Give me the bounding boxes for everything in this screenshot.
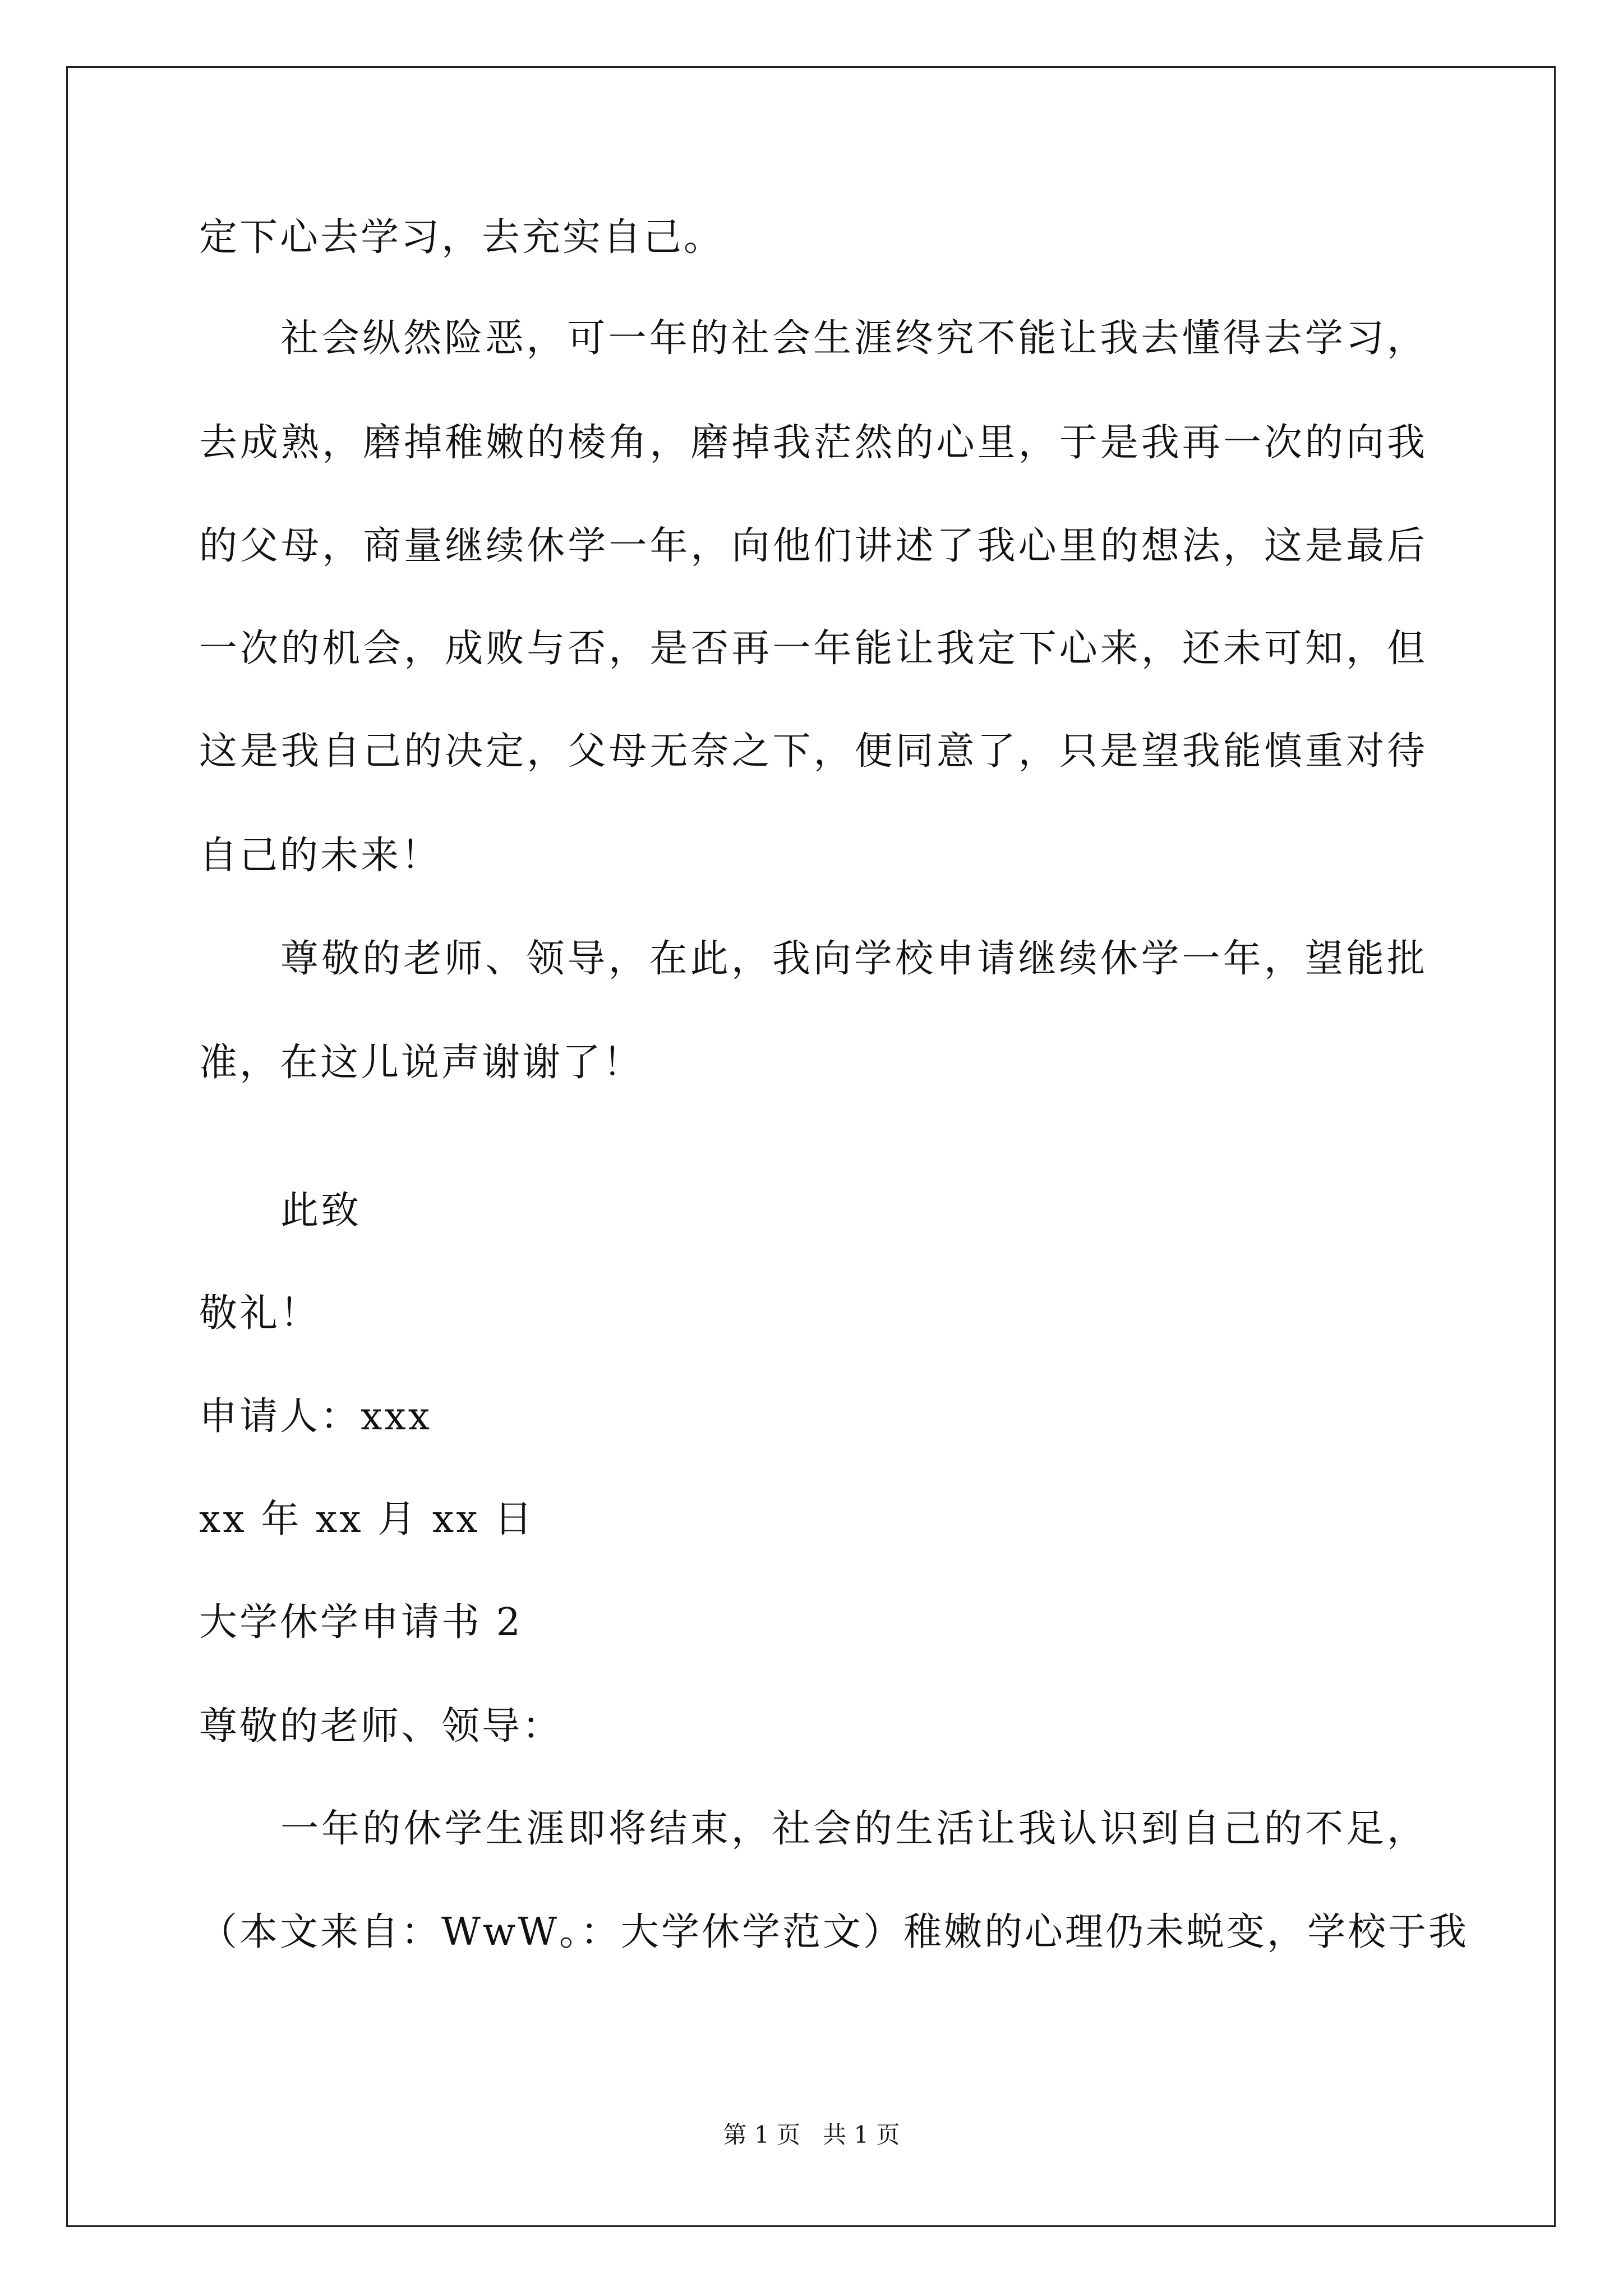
text-line: （本文来自：WwW。：大学休学范文）稚嫩的心理仍未蜕变，学校于我 — [199, 1910, 1469, 1954]
page-border — [66, 66, 1556, 2227]
text-line: 一次的机会，成败与否，是否再一年能让我定下心来，还未可知，但 — [199, 627, 1427, 671]
salutation-respect: 敬礼！ — [199, 1291, 321, 1336]
text-line: 去成熟，磨掉稚嫩的棱角，磨掉我茫然的心里，于是我再一次的向我 — [199, 421, 1427, 465]
text-line: 尊敬的老师、领导，在此，我向学校申请继续休学一年，望能批 — [280, 937, 1427, 981]
section-title: 大学休学申请书 2 — [199, 1600, 523, 1645]
page-footer: 第 1 页 共 1 页 — [723, 2121, 900, 2148]
text-line: 自己的未来！ — [199, 834, 442, 878]
salutation-closing: 此致 — [280, 1189, 362, 1233]
greeting-line: 尊敬的老师、领导： — [199, 1704, 563, 1749]
text-line: 定下心去学习，去充实自己。 — [199, 215, 725, 260]
text-line: 一年的休学生涯即将结束，社会的生活让我认识到自己的不足， — [280, 1807, 1427, 1851]
applicant-line: 申请人：xxx — [199, 1395, 432, 1439]
text-line: 的父母，商量继续休学一年，向他们讲述了我心里的想法，这是最后 — [199, 524, 1427, 568]
text-line: 社会纵然险恶，可一年的社会生涯终究不能让我去懂得去学习， — [280, 316, 1427, 361]
date-line: xx 年 xx 月 xx 日 — [199, 1497, 535, 1542]
text-line: 准，在这儿说声谢谢了！ — [199, 1041, 644, 1085]
text-line: 这是我自己的决定，父母无奈之下，便同意了，只是望我能慎重对待 — [199, 729, 1427, 774]
